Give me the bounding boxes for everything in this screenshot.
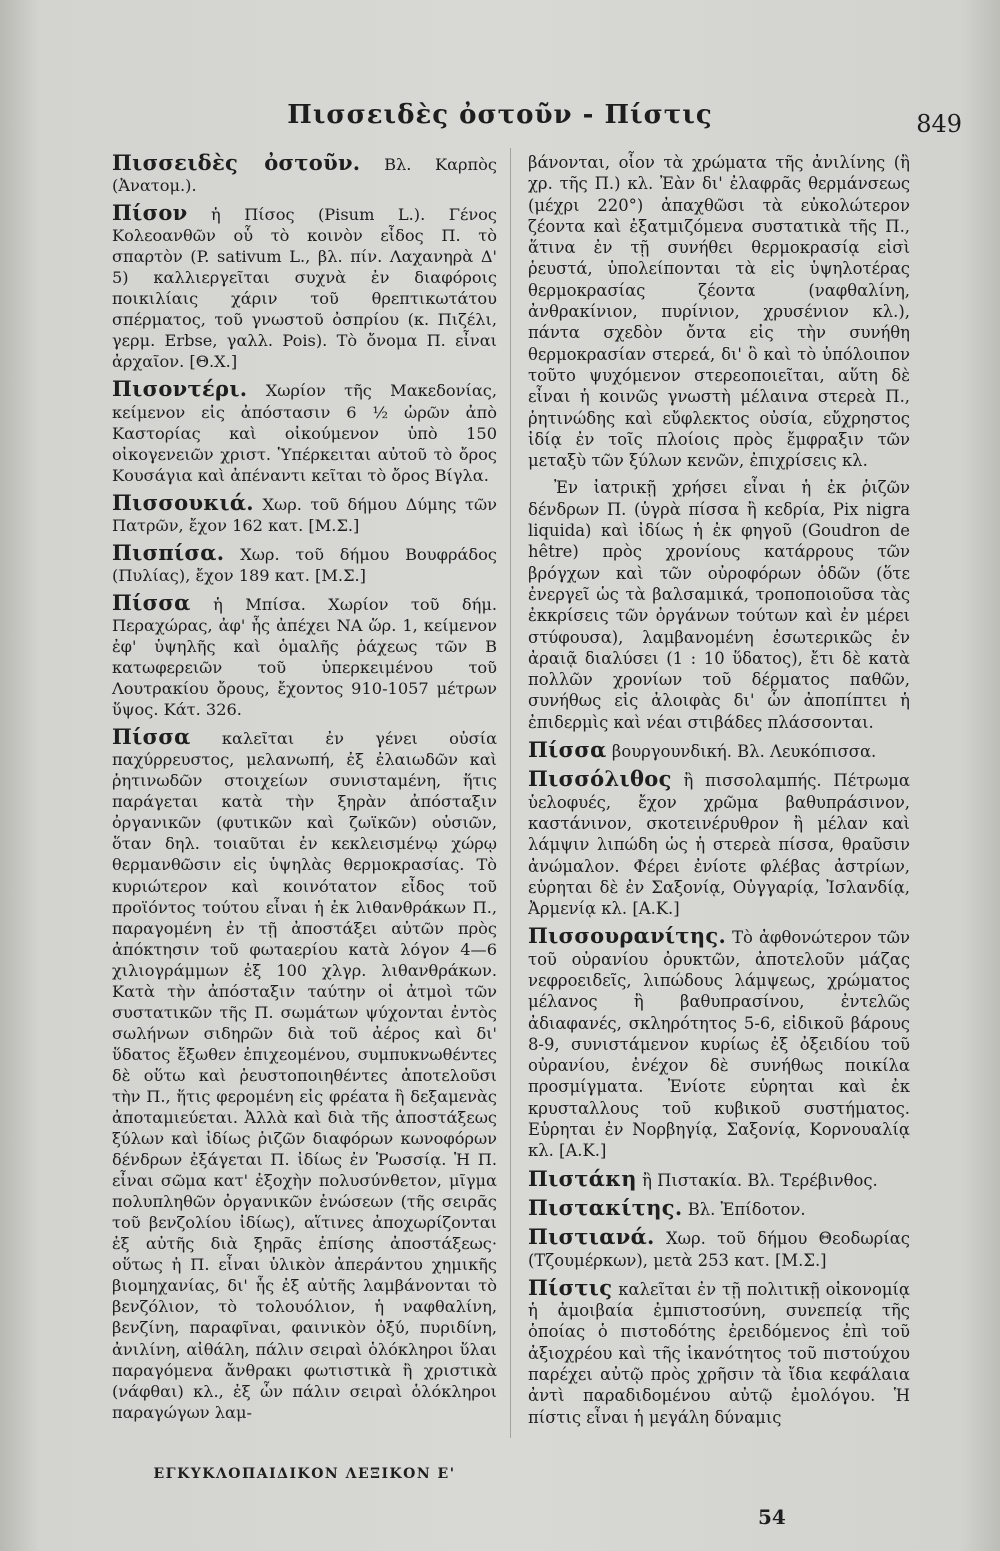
entry-text: ἡ Πίσος (Pisum L.). Γένος Κολεοανθῶν οὗ τὸ κοινὸν εἶδος Π. τὸ σπαρτὸν (P. sativum L., βλ. πίν. Λαχανηρὰ Δ' 5) καλλιεργεῖται συχνὰ ἐν διαφόροις ποικιλίαις χάριν τοῦ θρεπτικωτάτου σπέρματος, τοῦ γνωστοῦ ὀσπρίου (κ. Πιζέλι, γερμ. Erbse, γαλλ. Pois). Τὸ ὄνομα Π. εἶναι ἀρχαῖον. [Θ.Χ.] (112, 205, 497, 372)
entry-text: ἢ Πιστακία. Βλ. Τερέβινθος. (642, 1170, 878, 1190)
headword: Πιστάκη (528, 1165, 637, 1191)
entry (528, 739, 910, 762)
entry (112, 378, 497, 485)
entry-text: Τὸ ἀφθονώτερον τῶν τοῦ οὐρανίου ὀρυκτῶν, ἀποτελοῦν μάζας νεφροειδεῖς, λιπώδους λάμψεως, χρώματος μέλανος ἢ βαθυπρασίνου, ἐντελῶς ἀδιαφανές, σκληρότητος 5-6, εἰδικοῦ βάρους 8-9, συνιστάμενον κυρίως ἐξ ὀξειδίου τοῦ οὐρανίου, ἐνέχον δὲ συνήθως ποικίλα προσμίγματα. Ἐνίοτε εὑρηται καὶ ἐκ κρυσταλλους τοῦ κυβικοῦ συστήματος. Εὑρηται ἐν Νορβηγίᾳ, Σαξονίᾳ, Κορνουαλίᾳ κλ. [Α.Κ.] (528, 928, 910, 1161)
headword: Πισσουκιά. (112, 489, 254, 515)
headword: Πισσόλιθος (528, 766, 672, 792)
headword: Πιστακίτης. (528, 1194, 683, 1220)
entry (528, 1165, 910, 1191)
entry (528, 1194, 910, 1220)
headword: Πίσσα (112, 724, 191, 750)
entry-text: Χωρ. τοῦ δήμου Θεοδωρίας (Τζουμέρκων), μετὰ 253 κατ. [Μ.Σ.] (528, 1229, 910, 1270)
entry (112, 152, 497, 196)
headword: Πισπίσα. (112, 539, 225, 565)
entry-text: ἡ Μπίσα. Χωρίον τοῦ δήμ. Περαχώρας, ἀφ' ἧς ἀπέχει ΝΑ ὥρ. 1, κείμενον ἐφ' ὑψηλῆς καὶ ὁμαλῆς ῥάχεως τῶν Β κατωφερειῶν τοῦ ὑπερκειμένου τοῦ Λουτρακίου ὄρους, ἔχοντος 910-1057 μέτρων ὕψος. Κάτ. 326. (112, 594, 497, 720)
entry-text: Χωρίον τῆς Μακεδονίας, κείμενον εἰς ἀπόστασιν 6 ½ ὡρῶν ἀπὸ Καστορίας καὶ οἰκούμενον ὑπὸ 150 οἰκογενειῶν χριστ. Ὑπέρκειται αὐτοῦ τὸ ὄρος Κουσάγια καὶ ἀπέναντι κεῖται τὸ ὄρος Βίγλα. (112, 381, 497, 485)
headword: Πισσειδὲς ὀστοῦν. (112, 150, 361, 175)
entry (112, 539, 497, 586)
page-number: 849 (916, 110, 962, 138)
entry (528, 768, 910, 919)
entry (112, 489, 497, 536)
headword: Πισοντέρι. (112, 376, 248, 402)
paragraph: Ἐν ἰατρικῇ χρήσει εἶναι ἡ ἐκ ῥιζῶν δένδρων Π. (ὑγρὰ πίσσα ἢ κεδρία, Pix nigra liquida) καὶ ἰδίως ἡ ἐκ φηγοῦ (Goudron de hêtre) πρὸς χρονίους κατάρρους τῶν βρόγχων καὶ τῶν οὐροφόρων ὁδῶν (ὅτε ἐνεργεῖ ὡς τὰ βαλσαμικά, τροποποιοῦσα τὰς ἐκκρίσεις τῶν ὀργάνων τούτων καὶ ἐν μέρει στύφουσα), λαμβανομένη ἐσωτερικῶς ἐν ἀραιᾷ διαλύσει (1 : 10 ὕδατος), ἔτι δὲ κατὰ πολλῶν χρονίων τοῦ δέρματος παθῶν, συνήθως εἰς ἀλοιφὰς δι' ὧν ἀποπίπτει ἡ ἐπιδερμὶς καὶ νέαι στιβάδες πλάσσονται. (528, 478, 910, 732)
right-column (528, 152, 910, 1434)
entry-text: καλεῖται ἐν τῇ πολιτικῇ οἰκονομίᾳ ἡ ἀμοιβαία ἐμπιστοσύνη, συνεπείᾳ τῆς ὁποίας ὁ πιστοδότης ἐρειδόμενος ἐπὶ τοῦ ἀξιοχρέου καὶ τῆς ἱκανότητος τοῦ πιστούχου παρέχει αὐτῷ πρὸς χρῆσιν τὰ ἴδια κεφάλαια ἀντὶ παραδιδομένου αὐτῷ ἐμολόγου. Ἡ πίστις εἶναι ἡ μεγάλη δύναμις (528, 1279, 910, 1427)
headword: Πιστιανά. (528, 1224, 655, 1250)
entry (112, 589, 497, 720)
entry (528, 1226, 910, 1271)
entry-text: Βλ. Καρπὸς (Ἀνατομ.). (112, 155, 497, 196)
headword: Πίσον (112, 200, 188, 226)
column-divider (510, 148, 511, 1438)
continued-text: βάνονται, οἷον τὰ χρώματα τῆς ἀνιλίνης (ἢ χρ. τῆς Π.) κλ. Ἐὰν δι' ἐλαφρᾶς θερμάνσεως (μέχρι 220°) ἀπαχθῶσι τὰ εὐκολώτερον ζέοντα καὶ ἐξατμιζόμενα συστατικὰ τῆς Π., ἅτινα ἐν τῇ συνήθει θερμοκρασίᾳ εἰσὶ ῥευστά, ὑπολείπονται τὰ εἰς ὑψηλοτέρας θερμοκρασίας ζέοντα (ναφθαλίνη, ἀνθρακίνιον, πυρίνιον, χρυσένιον κλ.), πάντα σχεδὸν ὄντα εἰς τὴν συνήθη θερμοκρασίαν στερεά, δι' ὃ καὶ τὸ ὑπόλοιπον τοῦτο ψυχόμενον στερεοποιεῖται, αὕτη δὲ εἶναι ἡ κοινῶς γνωστὴ μέλαινα στερεὰ Π., ῥητινώδης καὶ εὔφλεκτος οὐσία, εὔχρηστος ἰδίᾳ ἐν τοῖς πλοίοις πρὸς ἔμφραξιν τῶν μεταξὺ τῶν ξύλων κενῶν, ἐπιχρίσεις κλ. (528, 153, 910, 471)
entry-text: Χωρ. τοῦ δήμου Βουφράδος (Πυλίας), ἔχον 189 κατ. [Μ.Σ.] (112, 544, 497, 585)
entry (112, 726, 497, 1423)
sheet-number: 54 (758, 1505, 786, 1529)
entry-text: καλεῖται ἐν γένει οὐσία παχύρρευστος, μελανωπή, ἐξ ἐλαιωδῶν καὶ ῥητινωδῶν στοιχείων συνισταμένη, ἥτις παράγεται κατὰ τὴν ξηρὰν ἀπόσταξιν ὀργανικῶν (φυτικῶν καὶ ζωϊκῶν) οὐσιῶν, ὅταν δηλ. τοιαῦται ἐν κεκλεισμένῳ χώρῳ θερμανθῶσιν εἰς ὑψηλὰς θερμοκρασίας. Τὸ κυριώτερον καὶ κοινότατον εἶδος τοῦ προϊόντος τούτου εἶναι ἡ ἐκ λιθανθράκων Π., παραγομένη ἐν τῇ ἀποστάξει αὐτῶν πρὸς ἀπόκτησιν τοῦ φωταερίου κατὰ λόγον 4—6 χιλιογράμμων ἐξ 100 χλγρ. λιθανθράκων. Κατὰ τὴν ἀπόσταξιν ταύτην οἱ ἀτμοὶ τῶν συστατικῶν τῆς Π. σωμάτων ψύχονται ἐντὸς σωλήνων σιδηρῶν διὰ τοῦ ἀέρος καὶ δι' ὕδατος ἔξωθεν ἐπιχεομένου, συμπυκνωθέντες δὲ οὕτω καὶ ῥευστοποιηθέντες ἀποτελοῦσι τὴν Π., ἥτις φερομένη εἰς φρέατα ἢ δεξαμενὰς ἀποταμιεύεται. Ἀλλὰ καὶ διὰ τῆς ἀποστάξεως ξύλων καὶ ἰδίως ῥιζῶν διαφόρων κωνοφόρων δένδρων ἐξάγεται Π. ἰδίως ἐν Ῥωσσίᾳ. Ἡ Π. εἶναι σῶμα κατ' ἐξοχὴν πολυσύνθετον, μῖγμα πολυπληθῶν ὀργανικῶν ἑνώσεων (τῆς σειρᾶς τοῦ βενζολίου ἰδίως), αἵτινες ἀποχωρίζονται ἐξ αὐτῆς διὰ ξηρᾶς ἐπίσης ἀποστάξεως· οὕτως ἡ Π. εἶναι ὑλικὸν ἀπεράντου χημικῆς βιομηχανίας, δι' ἧς ἐξ αὐτῆς λαμβάνονται τὸ βενζόλιον, τὸ τολουόλιον, ἡ ναφθαλίνη, βενζίνη, παραφῖναι, φαινικὸν ὀξύ, πυριδίνη, ἀνιλίνη, αἰθάλη, πάλιν σειραὶ ὁλόκληροι ὕλαι παραγόμενα ἄνθρακι φωτιστικὰ ἢ χριστικὰ (νάφθαι) κλ., ἐξ ὧν πάλιν σειραὶ ὁλόκληροι παραγώγων λαμ- (112, 729, 497, 1422)
headword: Πισσουρανίτης. (528, 923, 727, 949)
entry-text: Βλ. Ἐπίδοτον. (687, 1199, 806, 1219)
headword: Πίσσα (528, 737, 607, 763)
entry (528, 925, 910, 1161)
entry-text: Χωρ. τοῦ δήμου Δύμης τῶν Πατρῶν, ἔχον 162 κατ. [Μ.Σ.] (112, 494, 497, 535)
entry-text: ἢ πισσολαμπής. Πέτρωμα ὑελοφυές, ἔχον χρῶμα βαθυπράσινον, καστάνινον, σκοτεινέρυθρον ἢ μέλαν καὶ λάμψιν λιπώδη ὡς ἡ στερεὰ πίσσα, θραῦσιν ἀνώμαλον. Φέρει ἐνίοτε φλέβας ἀστρίων, εὑρηται δὲ ἐν Σαξονίᾳ, Οὐγγαρίᾳ, Ἰσλανδίᾳ, Ἀρμενίᾳ κλ. [Α.Κ.] (528, 771, 910, 919)
headword: Πίστις (528, 1274, 613, 1300)
entry (112, 202, 497, 372)
left-column (112, 152, 497, 1429)
footer-title: ΕΓΚΥΚΛΟΠΑΙΔΙΚΟΝ ΛΕΞΙΚΟΝ Ε' (153, 1466, 456, 1482)
entry-text: βουργουνδική. Βλ. Λευκόπισσα. (611, 742, 877, 762)
running-head: Πισσειδὲς ὀστοῦν - Πίστις (287, 100, 713, 130)
entry (528, 1274, 910, 1428)
headword: Πίσσα (112, 589, 191, 615)
